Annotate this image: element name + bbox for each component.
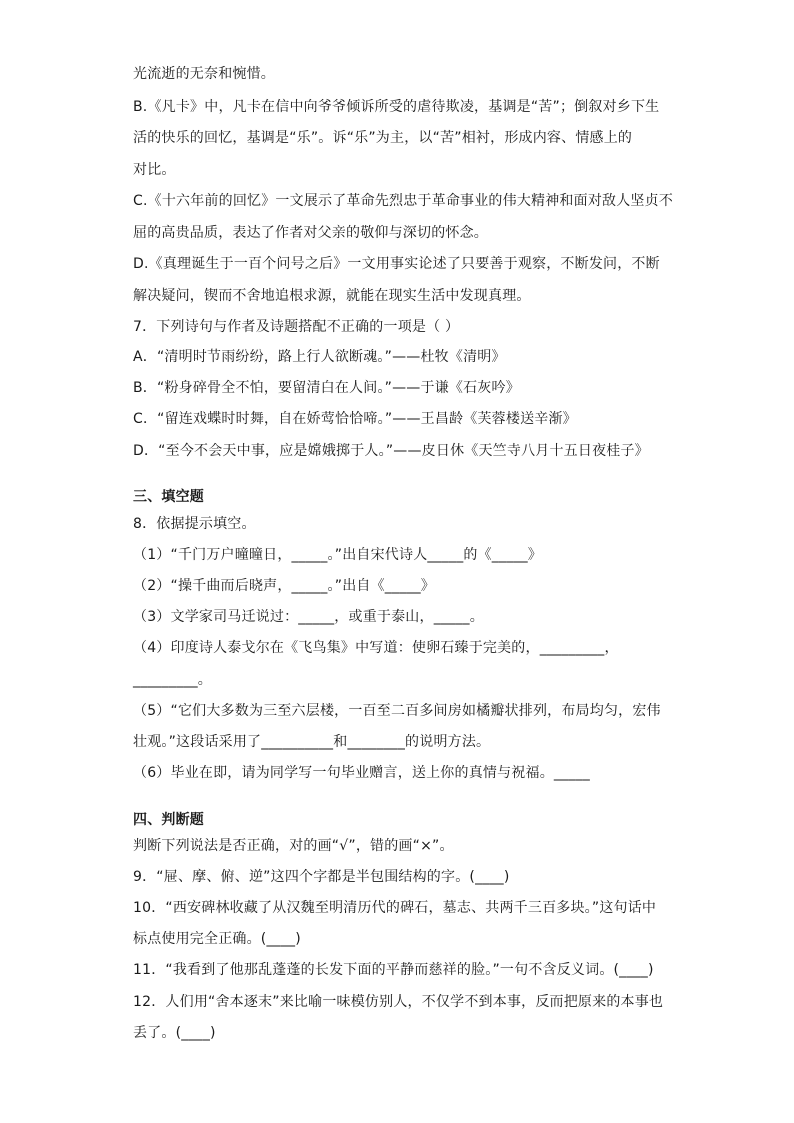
text-line: B.《凡卡》中，凡卡在信中向爷爷倾诉所受的虐待欺凌，基调是“苦”；倒叙对乡下生: [133, 99, 660, 115]
option-d: D．“至今不会天中事，应是嫦娥掷于人。”——皮日休《天竺寺八月十五日夜桂子》: [133, 443, 649, 459]
section-heading-judgement: 四、判断题: [133, 812, 204, 828]
question-8: 8．依据提示填空。: [133, 516, 256, 532]
option-c: C．“留连戏蝶时时舞，自在娇莺恰恰啼。”——王昌龄《芙蓉楼送辛渐》: [133, 411, 577, 427]
option-b: B．“粉身碎骨全不怕，要留清白在人间。”——于谦《石灰吟》: [133, 380, 520, 396]
text-line: 光流逝的无奈和惋惜。: [133, 66, 275, 82]
text-line: 解决疑问，锲而不舍地追根求源，就能在现实生活中发现真理。: [133, 288, 531, 304]
sub-question: （1）“千门万户曈曈日，_____。”出自宋代诗人_____的《_____》: [133, 547, 543, 563]
text-line: 屈的高贵品质，表达了作者对父亲的敬仰与深切的怀念。: [133, 225, 488, 241]
text-line: 丢了。(____): [133, 1025, 216, 1041]
option-a: A．“清明时节雨纷纷，路上行人欲断魂。”——杜牧《清明》: [133, 349, 506, 365]
question-9: 9．“屉、摩、俯、逆”这四个字都是半包围结构的字。(____): [133, 869, 510, 885]
text-line: D.《真理诞生于一百个问号之后》一文用事实论述了只要善于观察，不断发问，不断: [133, 256, 660, 272]
sub-question: （5）“它们大多数为三至六层楼，一百至二百多间房如橘瓣状排列，布局均匀，宏伟: [133, 703, 661, 719]
text-line: _________。: [133, 672, 212, 688]
text-line: 壮观。”这段话采用了__________和________的说明方法。: [133, 734, 491, 750]
sub-question: （3）文学家司马迁说过：_____，或重于泰山，_____。: [133, 609, 484, 625]
instruction: 判断下列说法是否正确，对的画“√”，错的画“×”。: [133, 838, 454, 854]
question-11: 11．“我看到了他那乱蓬蓬的长发下面的平静而慈祥的脸。”一句不含反义词。(____): [133, 962, 654, 978]
text-line: C.《十六年前的回忆》一文展示了革命先烈忠于革命事业的伟大精神和面对敌人坚贞不: [133, 193, 674, 209]
text-line: 对比。: [133, 162, 176, 178]
text-line: 活的快乐的回忆，基调是“乐”。诉“乐”为主，以“苦”相衬，形成内容、情感上的: [133, 130, 633, 146]
question-12: 12．人们用“舍本逐末”来比喻一味模仿别人，不仅学不到本事，反而把原来的本事也: [133, 994, 664, 1010]
question-7: 7．下列诗句与作者及诗题搭配不正确的一项是（ ）: [133, 319, 460, 335]
sub-question: （4）印度诗人泰戈尔在《飞鸟集》中写道：使卵石臻于完美的，_________，: [133, 640, 619, 656]
sub-question: （2）“操千曲而后晓声，_____。”出自《_____》: [133, 578, 436, 594]
section-heading-fill-blank: 三、填空题: [133, 489, 204, 505]
question-10: 10．“西安碑林收藏了从汉魏至明清历代的碑石，墓志、共两千三百多块。”这句话中: [133, 900, 657, 916]
sub-question: （6）毕业在即，请为同学写一句毕业赠言，送上你的真情与祝福。_____: [133, 765, 590, 781]
text-line: 标点使用完全正确。(____): [133, 931, 301, 947]
